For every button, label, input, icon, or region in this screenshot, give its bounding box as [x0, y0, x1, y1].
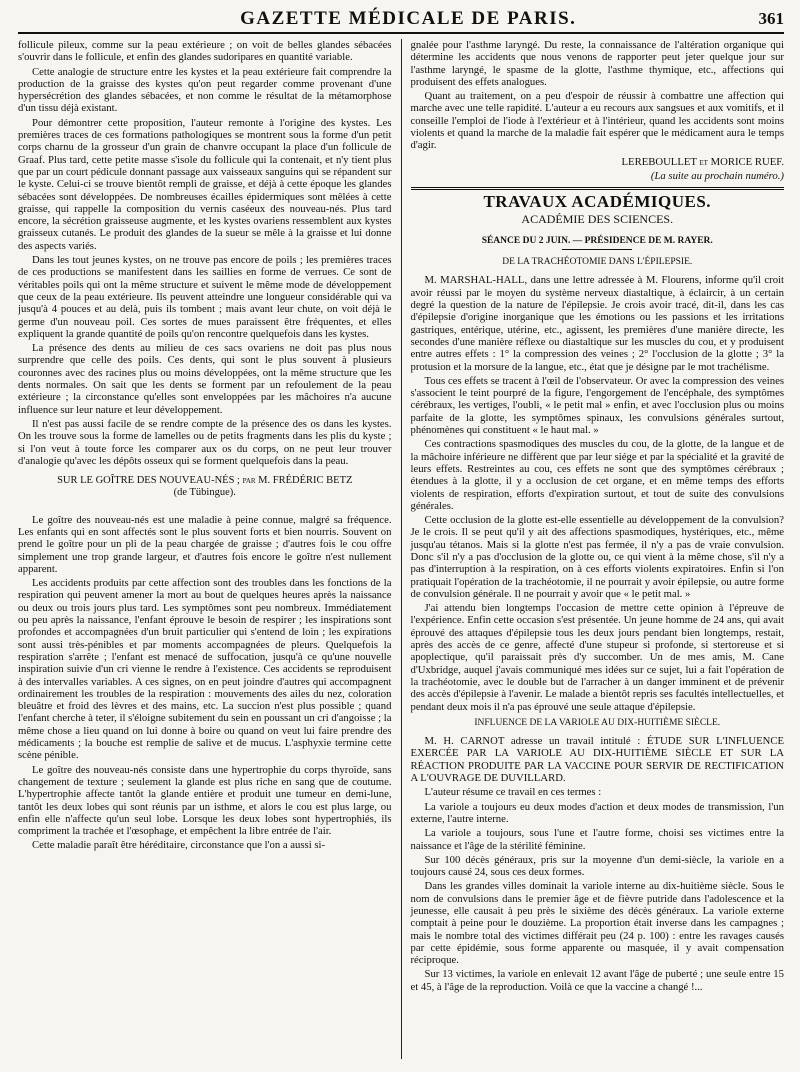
paragraph: Dans les tout jeunes kystes, on ne trouve pas encore de poils ; les premières traces de ces productions se manifestent dans les saillies en forme de verrues. Ce sont de véritables poils qui ont la même structure et suivent le même mode de développement que ceux de la peau extérieure. Ils peuvent atteindre une longueur considérable qui va jusqu'à 4 pouces et au delà, puis ils tombent ; mais avant leur chute, on voit déjà le germe d'un nouveau poil. Ces sortes de mues paraissent être fréquentes, et elles expliquent la grande quantité de poils qu'on rencontre quelquefois dans les kystes.: [18, 254, 392, 340]
paragraph: La variole a toujours eu deux modes d'action et deux modes de transmission, l'un externe, l'autre interne.: [410, 800, 784, 825]
paragraph: M. MARSHAL-HALL, dans une lettre adressée à M. Flourens, informe qu'il croit avoir réussi par le moyen du système nerveux diastaltique, à éclaircir, à un certain degré la question de la nature de l'épilepsie. Je crois avoir tracé, dit-il, dans les cas d'épilepsie d'origine inorganique que les émotions ou les passions et les irritations gastriques, entérique, utérine, etc., agissent, les premières d'une manière directe, les secondes d'une manière réflexe ou diastaltique sur les muscles du cou, et y produisent entre autres effets : 1° la compression des veines ; 2° l'occlusion de la glotte ; 3° la protusion et la morsure de la langue, etc., état que je désigne par le mot trachélisme.: [410, 274, 784, 373]
paragraph: Il n'est pas aussi facile de se rendre compte de la présence des os dans les kystes. On les trouve sous la forme de lamelles ou de petits fragments dans les plis du kyste ; si l'on veut à toute force les comparer aux os du corps, on ne peut leur trouver d'analogie qu'avec les dépôts osseux qui se forment quelquefois dans la peau.: [18, 417, 392, 467]
paragraph: Tous ces effets se tracent à l'œil de l'observateur. Or avec la compression des veines s'associent le teint pourpré de la figure, l'engorgement de l'encéphale, des symptômes cérébraux, les vertiges, l'oubli, « le petit mal » enfin, et avec l'occlusion plus ou moins parfaite de la glotte, les symptômes spinaux, les convulsions générales surtout, phénomènes qui constituent « le haut mal. »: [410, 374, 784, 437]
goitre-article-title: SUR LE GOÎTRE DES NOUVEAU-NÉS ; par M. FRÉDÉRIC BETZ: [57, 475, 353, 487]
paragraph: La variole a toujours, sous l'une et l'autre forme, choisi ses victimes entre la naissance et l'âge de la stérilité féminine.: [410, 827, 784, 852]
page-number: 361: [758, 9, 784, 28]
paragraph: Le goître des nouveau-nés consiste dans une hypertrophie du corps thyroïde, sans changement de texture ; seulement la glande est plus riche en sang que de coutume. L'hypertrophie affecte tantôt la glande entière et produit une tumeur en demi-lune, tantôt les deux lobes qui sont réunis par un isthme, et alors le cou est plus large, ou enfin elle n'affecte qu'un seul lobe. Lorsque les deux lobes sont hypertrophiés, ils compriment la trachée et l'œsophage, et empêchent la libre entrée de l'air.: [18, 763, 392, 838]
paragraph: La présence des dents au milieu de ces sacs ovariens ne doit pas plus nous surprendre que celle des poils. Ces dents, qui sont le plus souvent à plusieurs couronnes avec des racines plus ou moins développées, ont la même structure que les dents normales. On sait que les dents se forment par un refoulement de la peau extérieure ; la circonstance qu'elles sont enveloppées par les mâchoires n'a aucune influence sur leur nature et leur développement.: [18, 342, 392, 416]
author-signature: LEREBOULLET et MORICE RUEF.: [621, 155, 784, 168]
academy-title: ACADÉMIE DES SCIENCES.: [521, 211, 674, 226]
section-divider: [411, 187, 785, 190]
running-head: [18, 8, 784, 30]
paragraph: gnalée pour l'asthme laryngé. Du reste, la connaissance de l'altération organique qui détermine les accidents que nous venons de rapporter peut jeter quelque jour sur l'asthme laryngé, le spasme de la glotte, l'asthme thymique, etc., affections qui produisent des effets analogues.: [410, 39, 784, 88]
right-column: [402, 39, 785, 1059]
gazette-title: GAZETTE MÉDICALE DE PARIS.: [240, 8, 577, 29]
paragraph: Cette analogie de structure entre les kystes et la peau extérieure fait comprendre la production de la graisse des kystes qu'on peut regarder comme provenant d'une hypersécrétion des glandes sébacées, et non comme le résultat de la métamorphose d'un tissu déjà existant.: [18, 65, 392, 115]
paragraph: J'ai attendu bien longtemps l'occasion de mettre cette opinion à l'épreuve de l'expérience. Enfin cette occasion s'est présentée. Un jeune homme de 24 ans, qui avait éprouvé des attaques d'épilepsie tous les deux jours pendant bien longtemps, restait, après des accès de ce genre, affecté d'une stupeur si profonde, si stertoreuse et si apoplectique, qu'il paraissait près d'y succomber. Un de mes amis, M. Cane d'Uxbridge, auquel j'avais communiqué mes idées sur ce sujet, lui a fait l'opération de la trachéotomie, avec le double but de l'arracher à un danger imminent et de prévenir des accès d'épilepsie à l'avenir. Le malade a bientôt repris ses facultés intellectuelles, et pendant deux mois il n'a pas éprouvé une seule attaque d'épilepsie.: [410, 602, 784, 713]
paragraph: Sur 100 décès généraux, pris sur la moyenne d'un demi-siècle, la variole en a toujours causé 24, sous ces deux formes.: [410, 853, 784, 879]
paragraph: Sur 13 victimes, la variole en enlevait 12 avant l'âge de puberté ; une seule entre 15 et 45, à l'âge de la reproduction. Voilà ce que la vaccine a changé !...: [410, 968, 784, 993]
paragraph: M. H. CARNOT adresse un travail intitulé : ÉTUDE SUR L'INFLUENCE EXERCÉE PAR LA VARIOLE AU DIX-HUITIÈME SIÈCLE ET SUR LA RÉACTION PRODUITE PAR LA VACCINE POUR SERVIR DE RECTIFICATION A L'OUVRAGE DE DUVILLARD.: [410, 735, 784, 785]
continuation-note: (La suite au prochain numéro.): [650, 169, 784, 182]
session-underline: [562, 249, 632, 250]
variole-article-title: INFLUENCE DE LA VARIOLE AU DIX-HUITIÈME SIÈCLE.: [474, 717, 721, 728]
paragraph: follicule pileux, comme sur la peau extérieure ; on voit de belles glandes sébacées s'ouvrir dans le follicule, et enfin des glandes sudoripares en quantité variable.: [18, 39, 392, 64]
tracheotomy-article-title: DE LA TRACHÉOTOMIE DANS L'ÉPILEPSIE.: [502, 257, 693, 268]
paragraph: Le goître des nouveau-nés est une maladie à peine connue, malgré sa fréquence. Les enfants qui en sont affectés sont le plus souvent forts et bien nourris. Souvent on prend le goître pour un pli de la peau chargée de graisse ; d'autres fois le cou offre simplement une trop grande largeur, et d'autres fois encore le goître n'est nullement apparent.: [18, 513, 392, 575]
header-rule: [18, 32, 784, 34]
left-column: [18, 39, 402, 1059]
paragraph: Pour démontrer cette proposition, l'auteur remonte à l'origine des kystes. Les premières traces de ces formations pathologiques se montrent sous la forme d'un petit corps charnu de la grosseur d'un grain de chanvre occupant la place d'un follicule de Graaf. Plus tard, cette petite masse s'isole du follicule qui la contenait, et n'y tient plus que par un court pédicule donnant passage aux vaisseaux sanguins qui se répandent sur le kyste. Celui-ci se trouve bientôt rempli de graisse, et déjà à cette époque les glandes sébacées sont développées. De nombreuses écailles épidermiques sont mêlées à cette graisse, qui rappelle la composition du vernis caséeux des nouveau-nés. Plus tard encore, la sécrétion graisseuse augmente, et les kystes ovariens ressemblent aux kystes graisseux cutanés. Le produit des glandes de la sueur se mêle à la graisse et lui donne des aspects variés.: [18, 116, 392, 252]
paragraph: Les accidents produits par cette affection sont des troubles dans les fonctions de la respiration qui peuvent amener la mort au bout de quelques heures après la naissance ou deux ou trois jours plus tard. Les symptômes sont peu nombreux. Immédiatement ou peu après la naissance, l'enfant éprouve le besoin de respirer ; les inspirations sont profondes et accompagnées d'un bruit particulier qui s'entend de loin ; les expirations sont aussi très-pénibles et par moments accompagnées de pleurs. Quelquefois la respiration s'arrête ; l'enfant est menacé de suffocation, jusqu'à ce qu'une nouvelle inspiration suivie d'un cri vienne le rendre à l'existence. Ces accidents se reproduisent à des intervalles variables. A ces signes, on en peut joindre d'autres qui accompagnent ordinairement les troubles de la respiration : mouvements des ailes du nez, coloration bleuâtre et froid des lèvres et des mains, etc. La succion n'est plus possible ; quand l'enfant cherche à teter, il s'éloigne subitement du sein en poussant un cri d'angoisse ; la même chose a lieu quand on lui donne à boire ou quand on veut lui faire prendre des médicaments ; la bouche est remplie de salive et de mucus. L'asphyxie termine cette scène pénible.: [18, 577, 392, 762]
section-title: TRAVAUX ACADÉMIQUES.: [483, 192, 712, 212]
paragraph: L'auteur résume ce travail en ces termes :: [424, 786, 602, 799]
text-columns: [18, 39, 784, 1059]
paragraph: Dans les grandes villes dominait la variole interne au dix-huitième siècle. Sous le nom de convulsions dans le premier âge et de fièvre putride dans l'adolescence et la jeunesse, elle causait à peu près le sixième des décès généraux. La variole externe comptait à peine pour le douzième. La proportion était inverse dans les campagnes ; mais le nombre total des victimes différait peu (24 p. 100) : entre les ravages causés par cette épidémie, sous forme apparente ou masquée, il y avait compensation réciproque.: [410, 880, 784, 967]
paragraph: Ces contractions spasmodiques des muscles du cou, de la glotte, de la langue et de la mâchoire inférieure ne diffèrent que par leur siége et par la spécialité et la gravité de leurs effets. Restreintes au cou, ces effets ne sont que des symptômes cérébraux ; étendues à la glotte, il y a occlusion de cet organe, et en même temps des efforts violents de respiration, efforts d'expiration surtout, et tout de suite des convulsions générales.: [410, 438, 784, 512]
session-line: SÉANCE DU 2 JUIN. — PRÉSIDENCE DE M. RAYER.: [481, 235, 713, 246]
goitre-article-subtitle: (de Tübingue).: [173, 487, 236, 499]
paragraph: Cette maladie paraît être héréditaire, circonstance que l'on a aussi si-: [32, 839, 326, 852]
paragraph: Cette occlusion de la glotte est-elle essentielle au développement de la convulsion? Je le crois. Il se peut qu'il y ait des affections spasmodiques, hystériques, etc., même jusqu'au tétanos. Mais si la glotte n'est pas fermée, il n'y a pas de vraie convulsion. Donc s'il n'y a pas d'occlusion de la glotte ou, ce qui vient à la même chose, s'il n'y a pas d'interruption à la respiration, on à ces efforts violents expiratoires. Enfin si l'on pratiquait l'opération de la trachéotomie, il ne pourrait y avoir épilepsie, ou autre forme de convulsion générale. Il ne pourrait y avoir que « le petit mal. »: [410, 514, 784, 600]
paragraph: Quant au traitement, on a peu d'espoir de réussir à combattre une affection qui marche avec une telle rapidité. L'auteur a eu recours aux sangsues et aux vomitifs, et il conseille l'emploi de l'iode à l'extérieur et à l'intérieur, quand les accidents sont moins violents et quand la marche de la maladie fait espérer que le médicament aura le temps d'agir.: [410, 90, 784, 152]
